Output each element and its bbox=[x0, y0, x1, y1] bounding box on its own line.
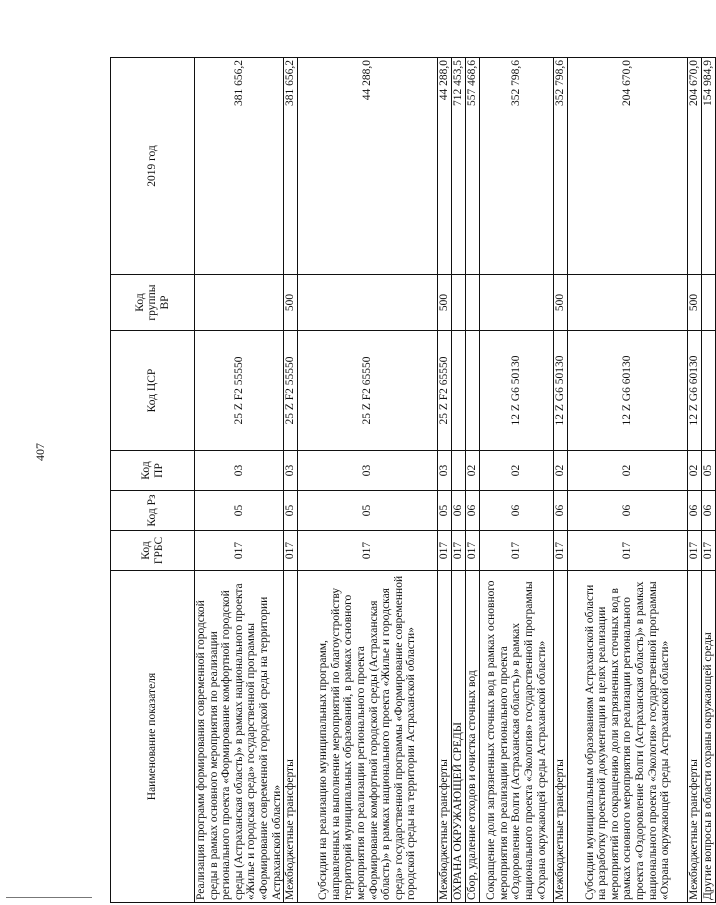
table-row bbox=[438, 58, 452, 903]
table-row bbox=[688, 58, 702, 903]
row-2019: 352 798,6 bbox=[480, 58, 554, 275]
row-csr: 25 Z F2 55550 bbox=[195, 331, 284, 451]
row-grbs: 017 bbox=[284, 531, 298, 571]
row-grbs: 017 bbox=[298, 531, 438, 571]
row-grbs: 017 bbox=[702, 531, 716, 571]
row-vr bbox=[702, 275, 716, 331]
row-grbs: 017 bbox=[466, 531, 480, 571]
header-rz: Код Рз bbox=[111, 491, 195, 531]
table-row bbox=[284, 58, 298, 903]
row-rz: 06 bbox=[554, 491, 568, 531]
row-pr: 03 bbox=[438, 451, 452, 491]
row-name: Межбюджетные трансферты bbox=[284, 571, 298, 903]
table-row bbox=[466, 58, 480, 903]
row-rz: 05 bbox=[195, 491, 284, 531]
row-rz: 05 bbox=[284, 491, 298, 531]
table-row bbox=[480, 58, 554, 903]
row-rz: 05 bbox=[438, 491, 452, 531]
row-csr: 12 Z G6 60130 bbox=[688, 331, 702, 451]
row-rz: 06 bbox=[480, 491, 554, 531]
row-rz: 06 bbox=[688, 491, 702, 531]
row-grbs: 017 bbox=[195, 531, 284, 571]
row-rz: 05 bbox=[298, 491, 438, 531]
row-2019: 204 670,0 bbox=[568, 58, 688, 275]
row-pr: 03 bbox=[284, 451, 298, 491]
budget-table-rotated bbox=[110, 58, 715, 903]
page-number: 407 bbox=[33, 443, 47, 461]
header-csr: Код ЦСР bbox=[111, 331, 195, 451]
row-vr: 500 bbox=[554, 275, 568, 331]
row-name: Реализация программ формирования современной городской среды в рамках основного мероприятия по реализации регионального проекта «Формирование комфортной городской среды (Астраханская область)» в рамках национального проекта «Жилье и городская среда» государственной программы «Формирование современной городской среды на территории Астраханской области» bbox=[195, 571, 284, 903]
row-2019: 154 984,9 bbox=[702, 58, 716, 275]
row-vr bbox=[568, 275, 688, 331]
row-grbs: 017 bbox=[452, 531, 466, 571]
header-2019: 2019 год bbox=[111, 58, 195, 275]
table-row bbox=[195, 58, 284, 903]
row-name: Сокращение доли загрязненных сточных вод в рамках основного мероприятия по реализации регионального проекта «Оздоровление Волги (Астраханская область)» в рамках национального проекта «Экология» государственной программы «Охрана окружающей среды Астраханской области» bbox=[480, 571, 554, 903]
row-name: Субсидии на реализацию муниципальных программ, направленных на выполнение мероприятий по благоустройству территорий муниципальных образований, в рамках основного мероприятия по реализации регионального проекта «Формирование комфортной городской среды (Астраханская область)» в рамках национального проекта «Жилье и городская среда» государственной программы «Формирование современной городской среды на территории Астраханской области» bbox=[298, 571, 438, 903]
row-2019: 44 288,0 bbox=[298, 58, 438, 275]
header-row bbox=[111, 58, 195, 903]
row-csr: 12 Z G6 50130 bbox=[554, 331, 568, 451]
row-csr: 25 Z F2 65550 bbox=[298, 331, 438, 451]
header-name: Наименование показателя bbox=[111, 571, 195, 903]
row-csr bbox=[702, 331, 716, 451]
row-pr: 02 bbox=[466, 451, 480, 491]
row-pr: 03 bbox=[298, 451, 438, 491]
table-row bbox=[568, 58, 688, 903]
row-pr: 03 bbox=[195, 451, 284, 491]
row-grbs: 017 bbox=[480, 531, 554, 571]
row-rz: 06 bbox=[702, 491, 716, 531]
header-pr: Код ПР bbox=[111, 451, 195, 491]
row-pr: 02 bbox=[480, 451, 554, 491]
table-body bbox=[195, 58, 716, 903]
row-2019: 557 468,6 bbox=[466, 58, 480, 275]
row-csr: 12 Z G6 60130 bbox=[568, 331, 688, 451]
header-grbs: Код ГРБС bbox=[111, 531, 195, 571]
row-pr: 02 bbox=[688, 451, 702, 491]
row-rz: 06 bbox=[568, 491, 688, 531]
row-csr bbox=[452, 331, 466, 451]
row-2019: 204 670,0 bbox=[688, 58, 702, 275]
row-vr: 500 bbox=[438, 275, 452, 331]
table-row bbox=[452, 58, 466, 903]
row-name: Межбюджетные трансферты bbox=[438, 571, 452, 903]
row-2019: 381 656,2 bbox=[195, 58, 284, 275]
row-name: Другие вопросы в области охраны окружающей среды bbox=[702, 571, 716, 903]
row-rz: 06 bbox=[452, 491, 466, 531]
row-pr bbox=[452, 451, 466, 491]
row-csr: 12 Z G6 50130 bbox=[480, 331, 554, 451]
row-name: Межбюджетные трансферты bbox=[554, 571, 568, 903]
table-row bbox=[554, 58, 568, 903]
row-name: Сбор, удаление отходов и очистка сточных вод bbox=[466, 571, 480, 903]
row-grbs: 017 bbox=[554, 531, 568, 571]
row-vr: 500 bbox=[284, 275, 298, 331]
row-pr: 02 bbox=[554, 451, 568, 491]
row-grbs: 017 bbox=[688, 531, 702, 571]
table-row bbox=[702, 58, 716, 903]
row-rz: 06 bbox=[466, 491, 480, 531]
row-vr bbox=[480, 275, 554, 331]
row-vr bbox=[452, 275, 466, 331]
row-csr: 25 Z F2 55550 bbox=[284, 331, 298, 451]
row-vr bbox=[298, 275, 438, 331]
row-vr: 500 bbox=[688, 275, 702, 331]
bottom-divider bbox=[6, 897, 92, 898]
row-csr bbox=[466, 331, 480, 451]
row-pr: 02 bbox=[568, 451, 688, 491]
row-2019: 712 453,5 bbox=[452, 58, 466, 275]
table-row bbox=[298, 58, 438, 903]
row-name: ОХРАНА ОКРУЖАЮЩЕЙ СРЕДЫ bbox=[452, 571, 466, 903]
row-vr bbox=[466, 275, 480, 331]
row-grbs: 017 bbox=[568, 531, 688, 571]
row-name: Субсидии муниципальным образованиям Астраханской области на разработку проектной документации в целях реализации мероприятий по сокращению доли загрязненных сточных вод в рамках основного мероприятия по реализации регионального проекта «Оздоровление Волги (Астраханская область)» в рамках национального проекта «Экология» государственной программы «Охрана окружающей среды Астраханской области» bbox=[568, 571, 688, 903]
header-vr: Код группы ВР bbox=[111, 275, 195, 331]
budget-table bbox=[110, 57, 716, 903]
row-csr: 25 Z F2 65550 bbox=[438, 331, 452, 451]
row-2019: 352 798,6 bbox=[554, 58, 568, 275]
row-2019: 381 656,2 bbox=[284, 58, 298, 275]
row-name: Межбюджетные трансферты bbox=[688, 571, 702, 903]
row-grbs: 017 bbox=[438, 531, 452, 571]
row-pr: 05 bbox=[702, 451, 716, 491]
row-2019: 44 288,0 bbox=[438, 58, 452, 275]
row-vr bbox=[195, 275, 284, 331]
